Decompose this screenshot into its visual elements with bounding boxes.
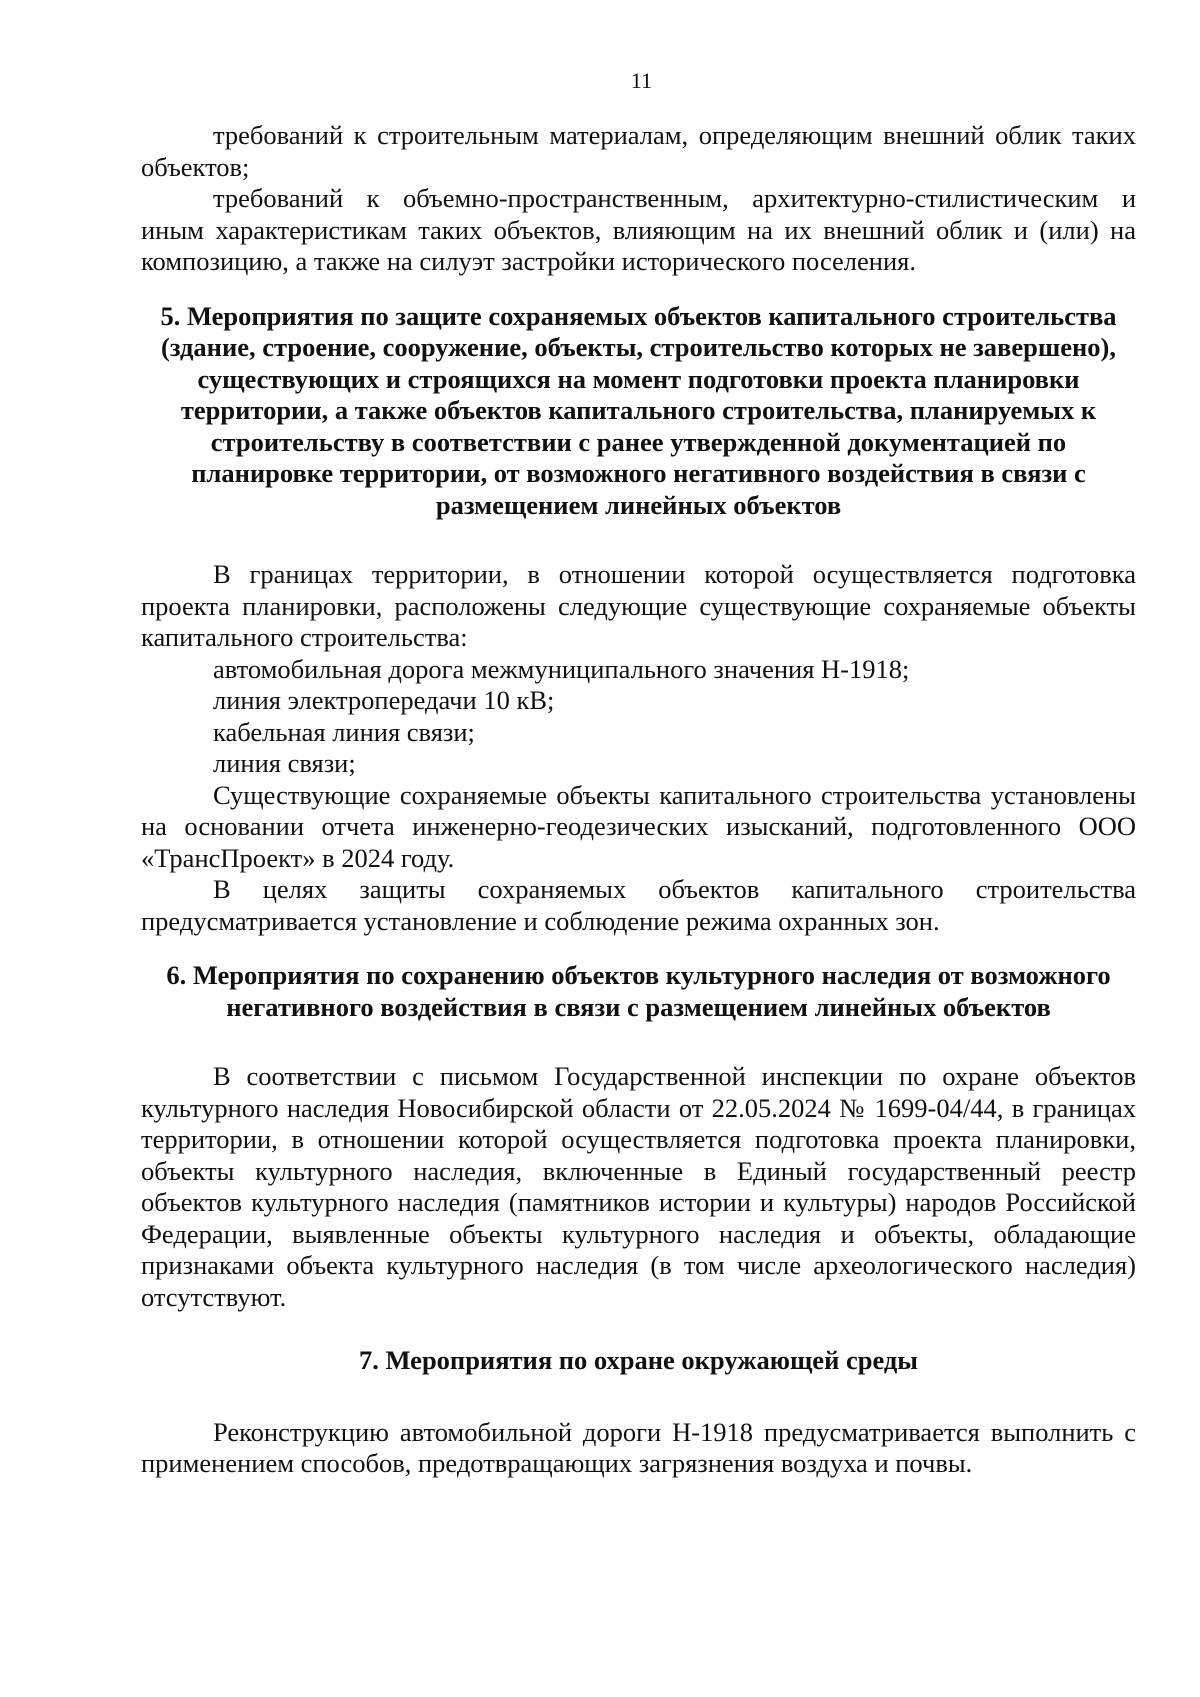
section-5-list-item: линия электропередачи 10 кВ;	[213, 685, 555, 715]
section-5	[141, 301, 1136, 938]
section-6-paragraph: В соответствии с письмом Государственной инспекции по охране объектов культурного наследия Новосибирской области от 22.05.2024 № 1699-04/44, в границах территории, в отношении которой осуществляется подготовка проекта планировки, объекты культурного наследия, включенные в Единый государственный реестр объектов культурного наследия (памятников истории и культуры) народов Российской Федерации, выявленные объекты культурного наследия и объекты, обладающие признаками объекта культурного наследия (в том числе археологического наследия) отсутствуют.	[141, 1061, 1136, 1312]
section-5-paragraph: В целях защиты сохраняемых объектов капитального строительства предусматривается установление и соблюдение режима охранных зон.	[141, 874, 1136, 936]
intro-paragraph: требований к объемно-пространственным, архитектурно-стилистическим и иным характеристикам таких объектов, влияющим на их внешний облик и (или) на композицию, а также на силуэт застройки исторического поселения.	[141, 183, 1136, 276]
section-5-paragraph: В границах территории, в отношении которой осуществляется подготовка проекта планировки, расположены следующие существующие сохраняемые объекты капитального строительства:	[141, 559, 1136, 652]
intro-block	[141, 120, 1136, 278]
page-number: 11	[630, 68, 653, 93]
section-5-paragraph: Существующие сохраняемые объекты капитального строительства установлены на основании отчета инженерно-геодезических изысканий, подготовленного ООО «ТрансПроект» в 2024 году.	[141, 779, 1136, 873]
document-page	[141, 66, 1136, 1480]
section-6	[141, 960, 1136, 1313]
intro-paragraph: требований к строительным материалам, определяющим внешний облик таких объектов;	[141, 120, 1136, 182]
section-7-heading: 7. Мероприятия по охране окружающей среды	[359, 1345, 918, 1375]
section-6-heading: 6. Мероприятия по сохранению объектов культурного наследия от возможного негативного воздействия в связи с размещением линейных объектов	[166, 960, 1111, 1022]
section-5-list-item: кабельная линия связи;	[213, 716, 475, 747]
section-5-heading: 5. Мероприятия по защите сохраняемых объектов капитального строительства (здание, строение, сооружение, объекты, строительство которых не завершено), существующих и строящихся на момент подготовки проекта планировки территории, а также объектов капитального строительства, планируемых к строительству в соответствии с ранее утвержденной документацией по планировке территории, от возможного негативного воздействия в связи с размещением линейных объектов	[160, 300, 1117, 520]
section-5-list-item: линия связи;	[213, 748, 356, 778]
section-7-paragraph: Реконструкцию автомобильной дороги Н-1918 предусматривается выполнить с применением способов, предотвращающих загрязнения воздуха и почвы.	[141, 1416, 1136, 1478]
section-7	[141, 1345, 1136, 1480]
section-5-list-item: автомобильная дорога межмуниципального значения Н-1918;	[213, 653, 910, 684]
